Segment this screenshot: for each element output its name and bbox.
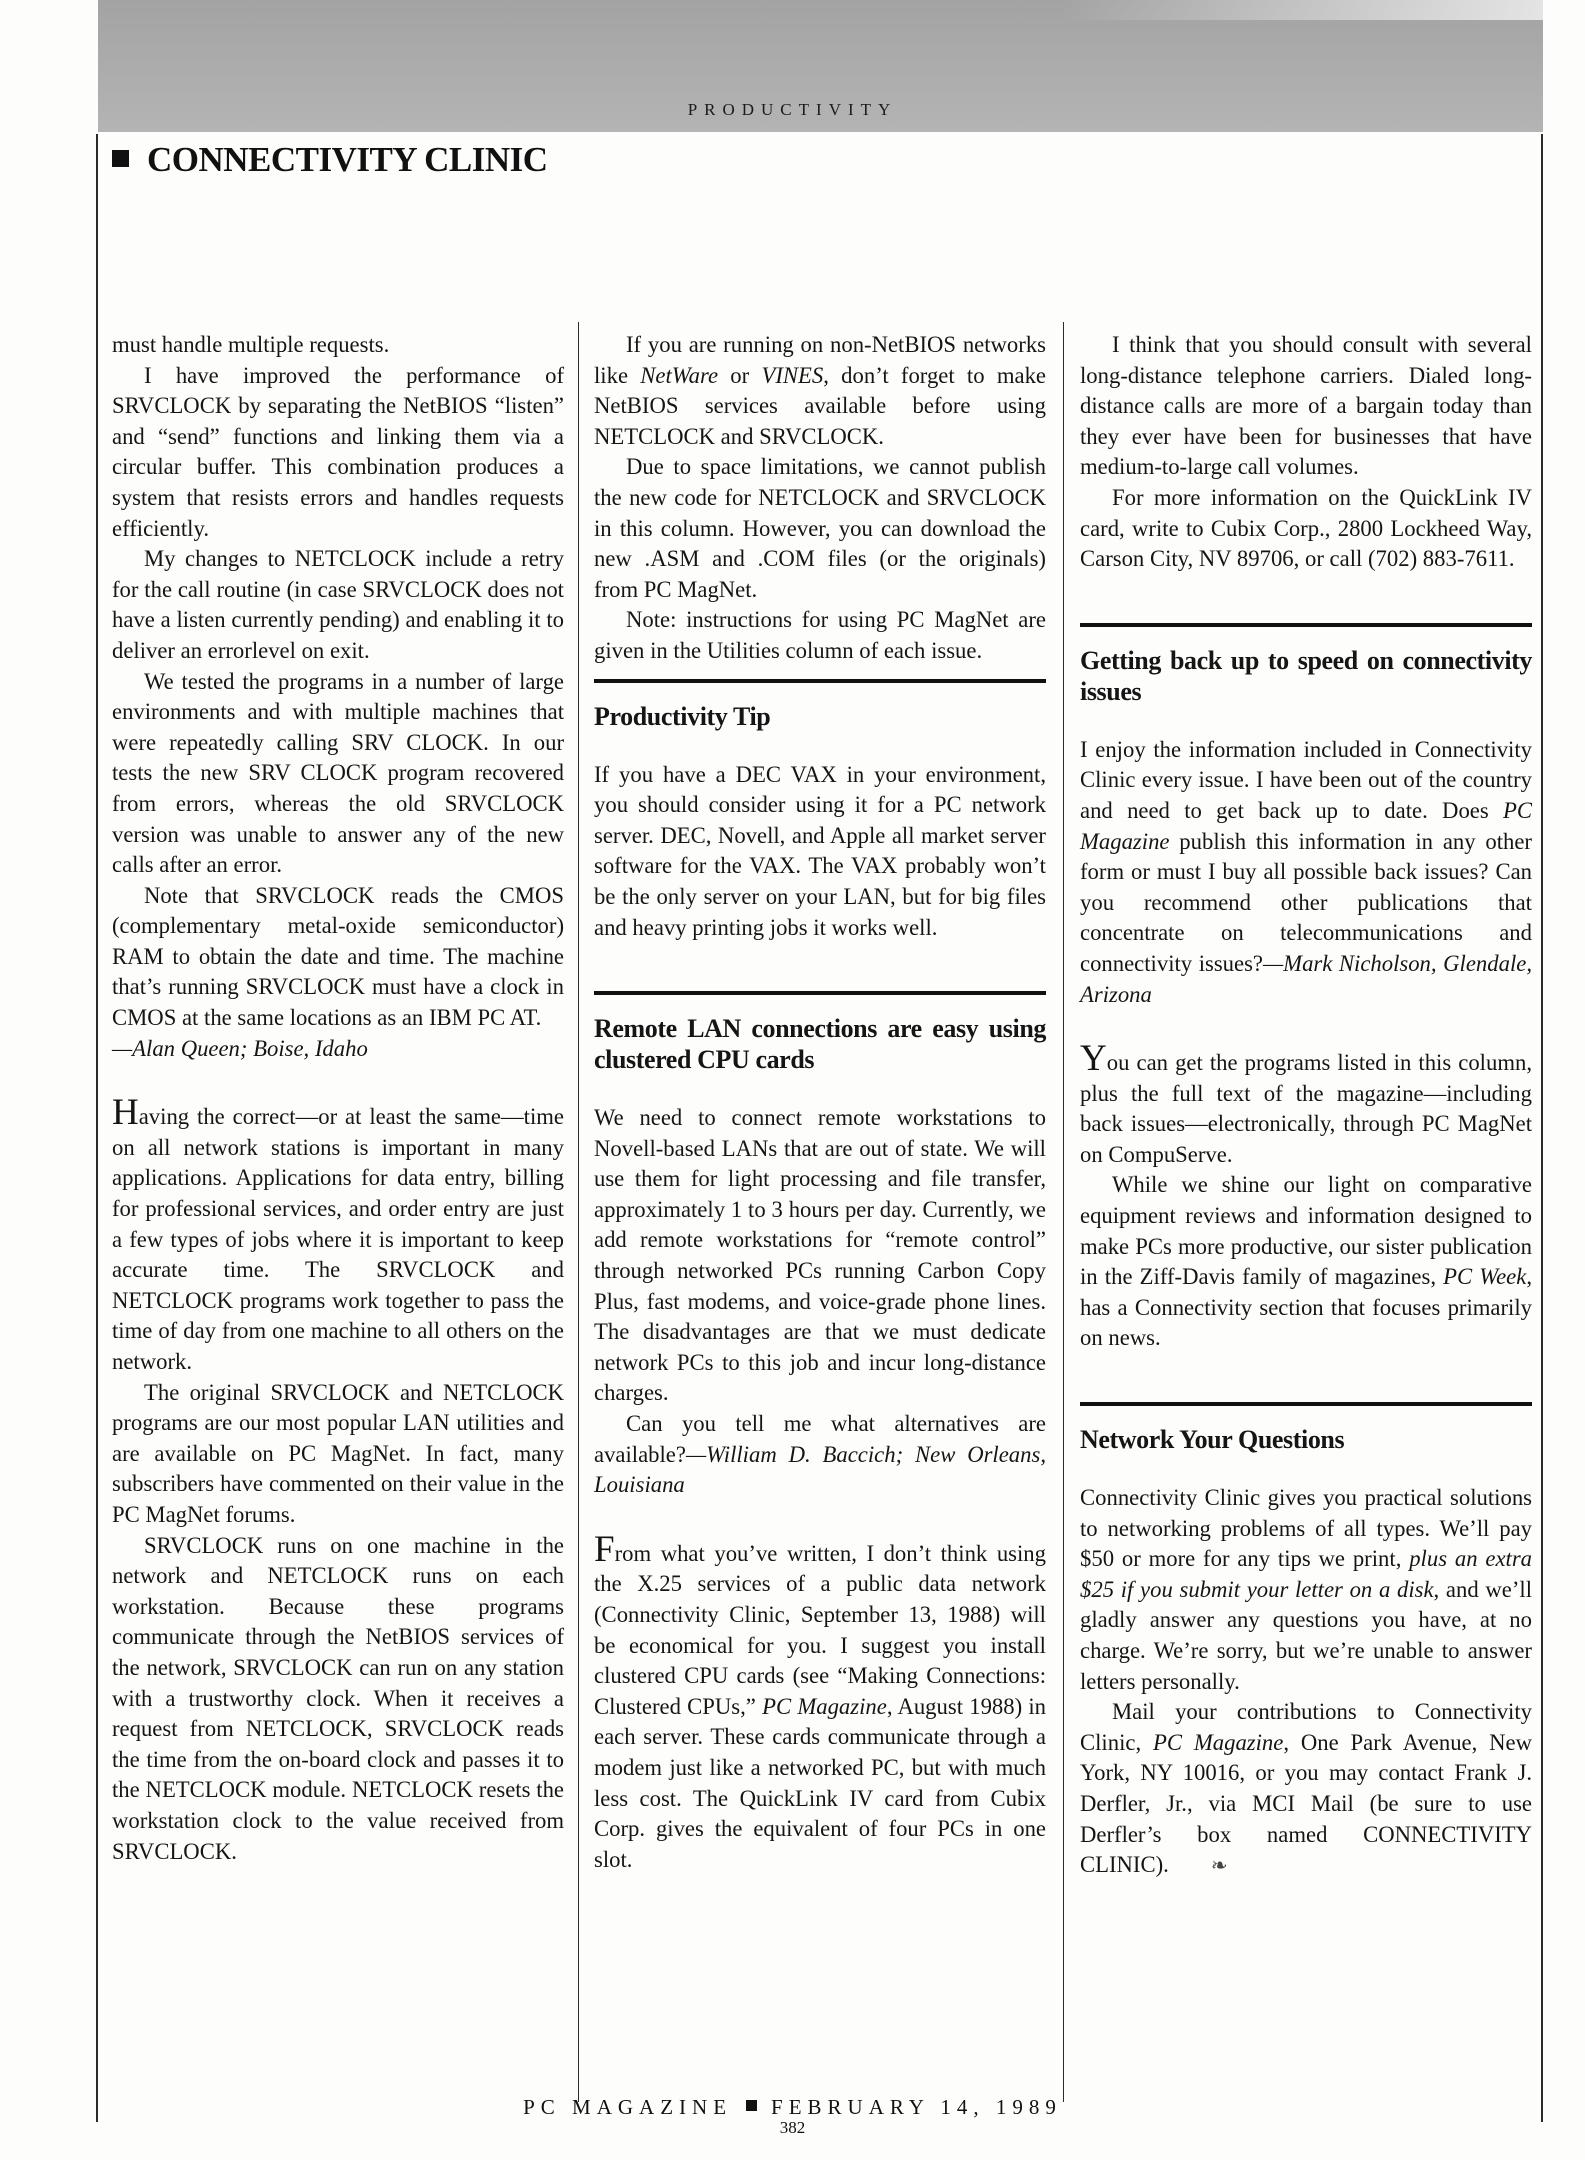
- page-footer: [0, 2095, 1585, 2120]
- footer-magazine: PC MAGAZINE: [523, 2095, 733, 2119]
- paragraph: SRVCLOCK runs on one machine in the network and NETCLOCK runs on each workstation. Because these programs communicate through the NetBIOS services of the network, SRVCLOCK can run on any station with a trustworthy clock. When it receives a request from NETCLOCK, SRVCLOCK reads the time from the on-board clock and passes it to the NETCLOCK module. NETCLOCK resets the workstation clock to the value received from SRVCLOCK.: [112, 1532, 564, 1864]
- drop-cap: F: [594, 1528, 615, 1570]
- answer-paragraph: From what you’ve written, I don’t think using the X.25 services of a public data network (Connectivity Clinic, September 13, 1988) will be economical for you. I suggest you install clustered CPU cards (see “Making Connections: Clustered CPUs,” PC Magazine, August 1988) in each server. These cards communicate through a modem just like a networked PC, but with much less cost. The QuickLink IV card from Cubix Corp. gives the equivalent of four PCs in one slot.: [594, 1528, 1047, 1872]
- column-title: [112, 140, 548, 180]
- paragraph: Can you tell me what alternatives are available?—William D. Baccich; New Orleans, Louisiana: [594, 1411, 1046, 1498]
- paragraph: Connectivity Clinic gives you practical solutions to networking problems of all types. We’ll pay $50 or more for any tips we print, plus an extra $25 if you submit your letter on a disk, and we’ll gladly answer any questions you have, at no charge. We’re sorry, but we’re unable to answer letters personally.: [1080, 1485, 1532, 1694]
- left-rule: [96, 134, 98, 2122]
- paragraph: My changes to NETCLOCK include a retry for the call routine (in case SRVCLOCK does not have a listen currently pending) and enabling it to deliver an errorlevel on exit.: [112, 546, 564, 663]
- network-heading: Network Your Questions: [1080, 1425, 1345, 1455]
- letter-signature: —Alan Queen; Boise, Idaho: [112, 1035, 368, 1061]
- square-bullet-icon: [746, 2100, 757, 2111]
- paragraph: must handle multiple requests.: [112, 332, 390, 357]
- right-rule: [1541, 134, 1543, 2122]
- remote-heading: Remote LAN connections are easy using clustered CPU cards: [594, 1014, 1046, 1075]
- paragraph: I have improved the performance of SRVCLOCK by separating the NetBIOS “listen” and “send” functions and linking them via a circular buffer. This combination produces a system that resists errors and handles requests efficiently.: [112, 362, 564, 541]
- paragraph: Mail your contributions to Connectivity Clinic, PC Magazine, One Park Avenue, New York, NY 10016, or you may contact Frank J. Derfler, Jr., via MCI Mail (be sure to use Derfler’s box named CONNECTIVITY CLINIC). ❧: [1080, 1697, 1532, 1882]
- paragraph: I think that you should consult with several long-distance telephone carriers. Dialed long-distance calls are more of a bargain today than they ever have been for businesses that have medium-to-large call volumes.: [1080, 332, 1532, 480]
- letter-signature: —Mark Nicholson, Glendale, Arizona: [1080, 950, 1532, 1007]
- drop-cap: H: [112, 1092, 139, 1134]
- answer-paragraph: Having the correct—or at least the same—time on all network stations is important in many applications. Applications for data entry, billing for professional services, and order entry are just a few types of jobs where it is important to keep accurate time. The SRVCLOCK and NETCLOCK programs work together to pass the time of day from one machine to all others on the network.: [112, 1092, 564, 1374]
- footer-date: FEBRUARY 14, 1989: [771, 2095, 1062, 2119]
- speed-heading: Getting back up to speed on connectivity issues: [1080, 645, 1532, 706]
- paragraph: We need to connect remote workstations to Novell-based LANs that are out of state. We will use them for light processing and file transfer, approximately 1 to 3 hours per day. Currently, we add remote workstations for “remote control” through networked PCs running Carbon Copy Plus, fast modems, and voice-grade phone lines. The disadvantages are that we must dedicate network PCs to this job and incur long-distance charges.: [594, 1105, 1046, 1406]
- paragraph: I enjoy the information included in Connectivity Clinic every issue. I have been out of the country and need to get back up to date. Does PC Magazine publish this information in any other form or must I buy all possible back issues? Can you recommend other publications that concentrate on telecommunications and connectivity issues?—Mark Nicholson, Glendale, Arizona: [1080, 736, 1532, 1007]
- column-rule-2: [1063, 322, 1064, 2102]
- column-rule-1: [578, 322, 579, 2102]
- paragraph: Note that SRVCLOCK reads the CMOS (complementary metal-oxide semiconductor) RAM to obtain the date and time. The machine that’s running SRVCLOCK must have a clock in CMOS at the same locations as an IBM PC AT.: [112, 882, 564, 1031]
- page-number: 382: [779, 2118, 806, 2137]
- paragraph: The original SRVCLOCK and NETCLOCK programs are our most popular LAN utilities and are available on PC MagNet. In fact, many subscribers have commented on their value in the PC MagNet forums.: [112, 1379, 564, 1527]
- paragraph: Note: instructions for using PC MagNet are given in the Utilities column of each issue.: [594, 607, 1046, 663]
- section-divider: [594, 679, 1046, 683]
- paragraph: For more information on the QuickLink IV card, write to Cubix Corp., 2800 Lockheed Way, Carson City, NV 89706, or call (702) 883-7611.: [1080, 484, 1532, 572]
- paragraph: If you have a DEC VAX in your environment, you should consider using it for a PC network server. DEC, Novell, and Apple all market server software for the VAX. The VAX probably won’t be the only server on your LAN, but for big files and heavy printing jobs it works well.: [594, 761, 1046, 940]
- column-2: [594, 330, 1046, 1875]
- column-3: [1080, 330, 1532, 1882]
- tip-heading: Productivity Tip: [594, 701, 771, 731]
- section-divider: [1080, 1402, 1532, 1406]
- answer-paragraph: You can get the programs listed in this column, plus the full text of the magazine—including back issues—electronically, through PC MagNet on CompuServe.: [1080, 1038, 1532, 1167]
- paragraph: Due to space limitations, we cannot publish the new code for NETCLOCK and SRVCLOCK in this column. However, you can download the new .ASM and .COM files (or the originals) from PC MagNet.: [594, 454, 1046, 602]
- paragraph: While we shine our light on comparative equipment reviews and information designed to make PCs more productive, our sister publication in the Ziff-Davis family of magazines, PC Week, has a Connectivity section that focuses primarily on news.: [1080, 1172, 1532, 1351]
- square-bullet-icon: [112, 150, 129, 167]
- header-band-highlight: [1060, 0, 1543, 20]
- paragraph: If you are running on non-NetBIOS networks like NetWare or VINES, don’t forget to make NetBIOS services available before using NETCLOCK and SRVCLOCK.: [594, 332, 1046, 449]
- section-divider: [594, 991, 1046, 995]
- column-1: [112, 330, 564, 1867]
- end-mark-icon: ❧: [1210, 1855, 1228, 1878]
- paragraph: We tested the programs in a number of large environments and with multiple machines that were repeatedly calling SRV CLOCK. In our tests the new SRV CLOCK program recovered from errors, whereas the old SRVCLOCK version was unable to answer any of the new calls after an error.: [112, 668, 564, 878]
- section-label: PRODUCTIVITY: [687, 100, 898, 119]
- letter-signature: —William D. Baccich; New Orleans, Louisiana: [594, 1441, 1046, 1498]
- drop-cap: Y: [1080, 1038, 1107, 1080]
- column-title-text: CONNECTIVITY CLINIC: [147, 140, 548, 179]
- section-divider: [1080, 623, 1532, 627]
